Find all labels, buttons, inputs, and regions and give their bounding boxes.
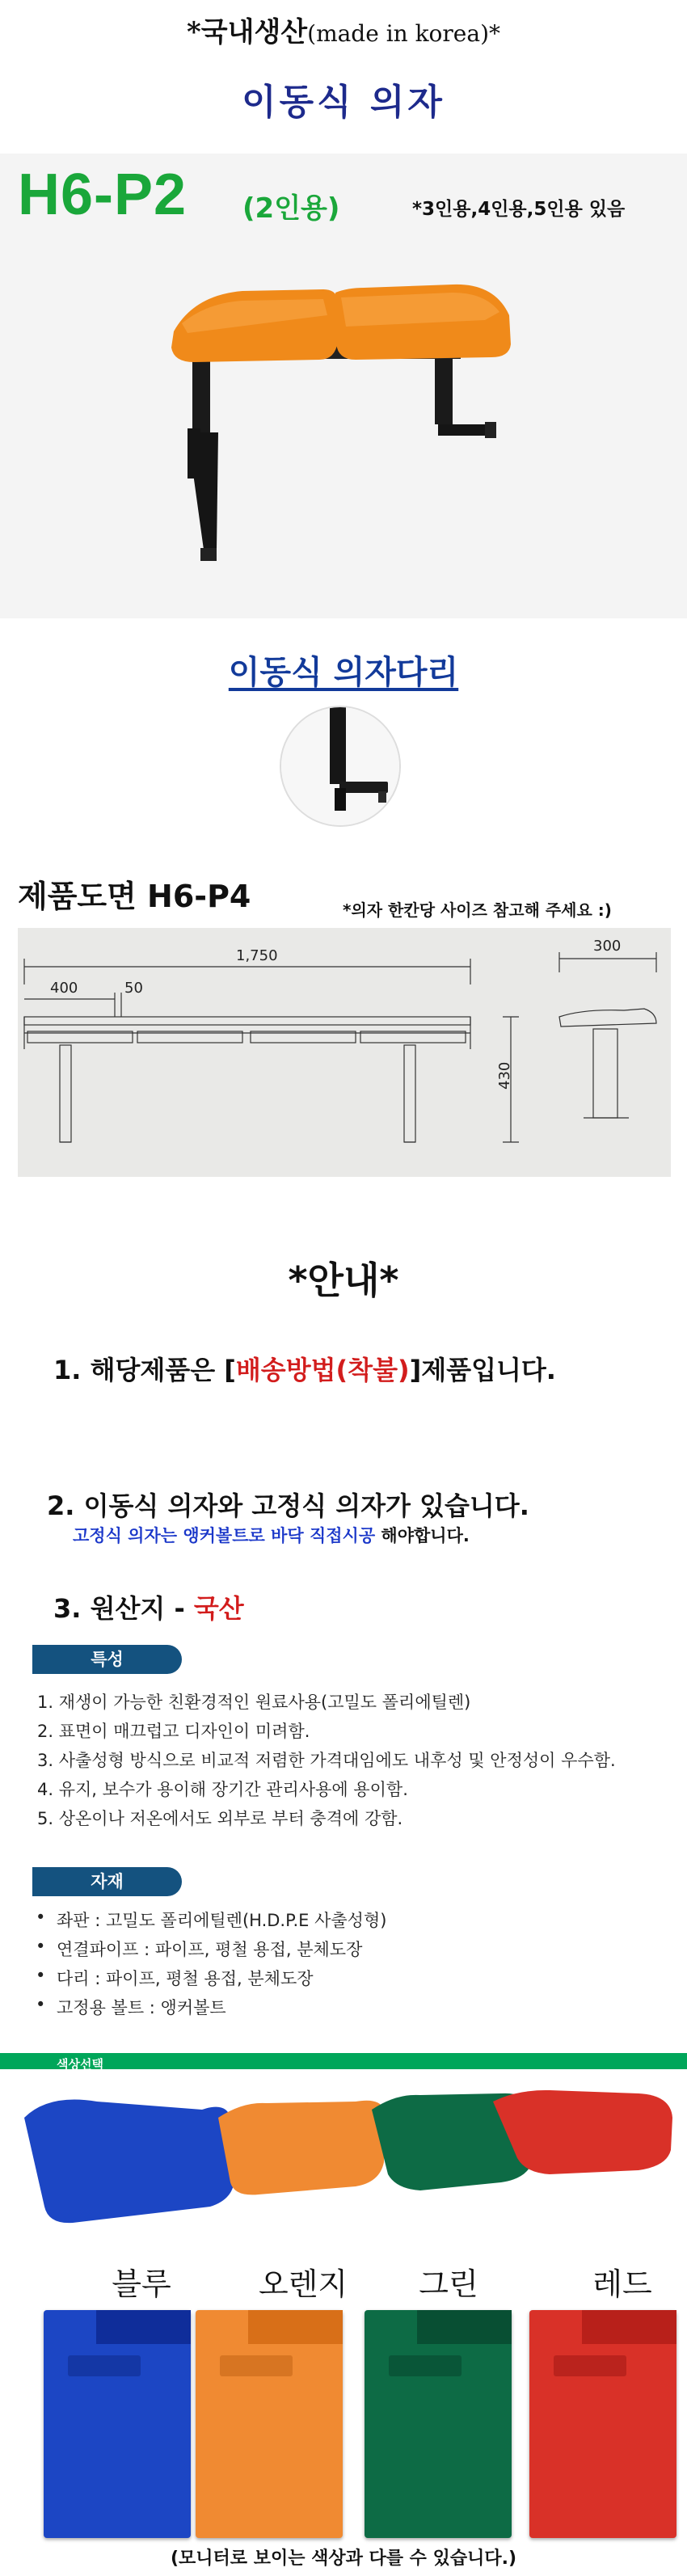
swatch-mark [554, 2355, 626, 2376]
color-section-label: 색상선택 [57, 2057, 103, 2072]
guide-item-2: 2. 이동식 의자와 고정식 의자가 있습니다. [47, 1490, 529, 1521]
swatch-tab [96, 2310, 191, 2344]
dim-height: 430 [496, 1061, 513, 1090]
feature-item: 2. 표면이 매끄럽고 디자인이 미려함. [37, 1722, 310, 1741]
drawing-title: 제품도면 H6-P4 [18, 879, 251, 914]
features-badge: 특성 [32, 1645, 182, 1674]
variants-note: *3인용,4인용,5인용 있음 [412, 199, 626, 220]
guide-item-1-highlight: 배송방법(착불) [235, 1355, 410, 1385]
dim-gap: 50 [124, 980, 143, 997]
guide-item-1-pre: 1. 해당제품은 [ [53, 1355, 236, 1385]
materials-badge: 자재 [32, 1867, 182, 1896]
feature-item: 1. 재생이 가능한 친환경적인 원료사용(고밀도 폴리에틸렌) [37, 1693, 471, 1712]
dim-seat: 400 [50, 980, 78, 997]
model-number: H6-P2 [18, 162, 188, 227]
guide-item-3 [53, 1588, 244, 1625]
swatch-mark [389, 2355, 462, 2376]
swatch-orange[interactable] [196, 2310, 343, 2538]
product-type-title: 이동식 의자 [242, 82, 445, 123]
swatch-mark [68, 2355, 141, 2376]
swatch-blue[interactable] [44, 2310, 191, 2538]
feature-item: 4. 유지, 보수가 용이해 장기간 관리사용에 용이함. [37, 1780, 408, 1799]
swatch-mark [220, 2355, 293, 2376]
model-capacity: (2인용) [242, 192, 340, 225]
material-item: • 연결파이프 : 파이프, 평철 용접, 분체도장 [57, 1937, 362, 1961]
seat-blue [24, 2100, 234, 2224]
feature-item: 5. 상온이나 저온에서도 외부로 부터 충격에 강함. [37, 1809, 403, 1828]
swatch-red[interactable] [529, 2310, 676, 2538]
color-label-orange: 오렌지 [258, 2266, 348, 2302]
leg-icon [281, 707, 399, 825]
leg-detail-image [281, 707, 399, 825]
seat-colors-svg [0, 2085, 687, 2239]
guide-item-2-sub-post: 해야합니다. [375, 1526, 470, 1545]
guide-item-1 [53, 1350, 556, 1387]
technical-drawing [18, 928, 671, 1177]
material-item: • 다리 : 파이프, 평철 용접, 분체도장 [57, 1966, 314, 1990]
swatch-tab [248, 2310, 343, 2344]
color-label-red: 레드 [592, 2266, 652, 2302]
material-item: • 좌판 : 고밀도 폴리에틸렌(H.D.P.E 사출성형) [57, 1908, 386, 1932]
guide-title: *안내* [288, 1258, 399, 1302]
swatch-tab [417, 2310, 512, 2344]
guide-item-2-sub [73, 1523, 470, 1547]
dim-depth: 300 [593, 938, 622, 955]
color-caption: (모니터로 보이는 색상과 다를 수 있습니다.) [170, 2549, 517, 2569]
swatch-green[interactable] [365, 2310, 512, 2538]
drawing-note: *의자 한칸당 사이즈 참고해 주세요 :) [343, 900, 612, 920]
guide-item-3-pre: 3. 원산지 - [53, 1593, 194, 1624]
color-label-green: 그린 [419, 2266, 478, 2302]
made-in-ko: *국내생산 [186, 16, 308, 48]
guide-item-1-post: ]제품입니다. [409, 1355, 556, 1385]
legs-section-title: 이동식 의자다리 [228, 654, 459, 691]
drawing-svg [18, 928, 671, 1177]
guide-item-3-highlight: 국산 [193, 1593, 244, 1624]
seat-red [493, 2090, 672, 2174]
made-in-en: (made in korea)* [307, 20, 500, 47]
feature-item: 3. 사출성형 방식으로 비교적 저렴한 가격대임에도 내후성 및 안정성이 우수함. [37, 1751, 616, 1770]
made-in-korea-title [0, 10, 687, 49]
material-item: • 고정용 볼트 : 앵커볼트 [57, 1995, 226, 2019]
guide-item-2-sub-pre: 고정식 의자는 [73, 1526, 183, 1545]
seat-orange [218, 2101, 384, 2195]
swatch-tab [582, 2310, 676, 2344]
dim-total: 1,750 [236, 947, 278, 964]
guide-item-2-sub-highlight: 앵커볼트로 바닥 직접시공 [183, 1526, 376, 1545]
color-label-blue: 블루 [112, 2266, 171, 2302]
seat-colors-illustration [0, 2085, 687, 2239]
